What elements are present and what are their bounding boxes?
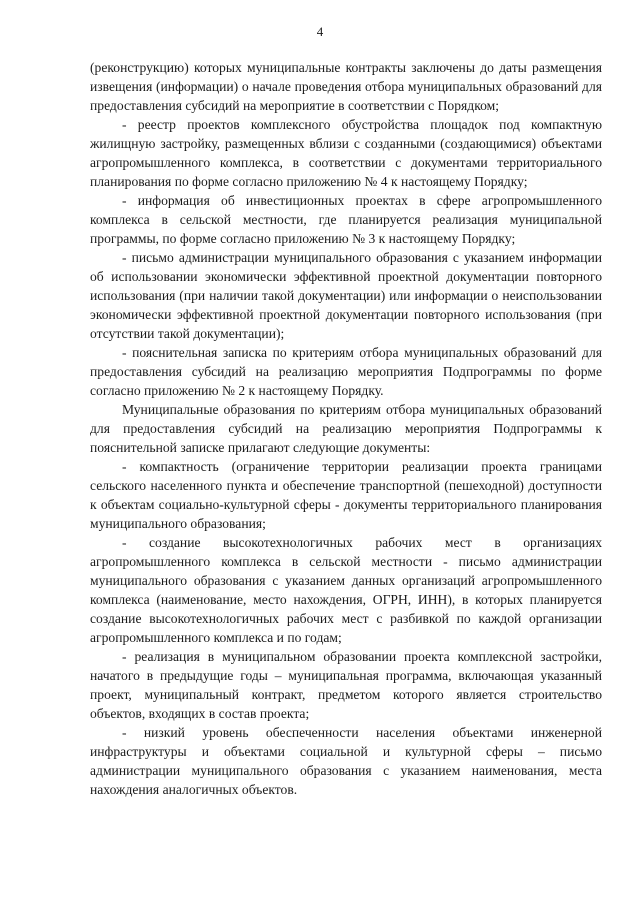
paragraph-high-tech-jobs: - создание высокотехнологичных рабочих мест в организациях агропромышленного комплекса в сельской местности - письмо администрации муниципального образования с указанием данных организаций агропромышленного комплекса (наименование, место нахождения, ОГРН, ИНН), в которых планируется создание высокотехнологичных рабочих мест с разбивкой по каждой организации агропромышленного комплекса и по годам; (90, 535, 602, 645)
paragraph-investment-info: - информация об инвестиционных проектах в сфере агропромышленного комплекса в сельской местности, где планируется реализация муниципальной программы, по форме согласно приложению № 3 к настоящему Порядку; (90, 193, 602, 246)
paragraph-administration-letter: - письмо администрации муниципального образования с указанием информации об использовании экономически эффективной проектной документации повторного использования (при наличии такой документации) или информации о неиспользовании экономически эффективной проектной документации повторного использования (при отсутствии такой документации); (90, 250, 602, 341)
paragraph-low-provision: - низкий уровень обеспеченности населения объектами инженерной инфраструктуры и объектами социальной и культурной сферы – письмо администрации муниципального образования с указанием наименования, места нахождения аналогичных объектов. (90, 725, 602, 797)
paragraph-project-registry: - реестр проектов комплексного обустройства площадок под компактную жилищную застройку, размещенных вблизи с созданными (создающимися) объектами агропромышленного комплекса, в соответствии с документами территориального планирования по форме согласно приложению № 4 к настоящему Порядку; (90, 117, 602, 189)
paragraph-complex-development: - реализация в муниципальном образовании проекта комплексной застройки, начатого в предыдущие годы – муниципальная программа, включающая указанный проект, муниципальный контракт, предметом которого является строительство объектов, входящих в состав проекта; (90, 649, 602, 721)
paragraph-criteria-intro: Муниципальные образования по критериям отбора муниципальных образований для предоставления субсидий на реализацию мероприятия Подпрограммы к пояснительной записке прилагают следующие документы: (90, 402, 602, 455)
document-body (90, 58, 602, 799)
paragraph-explanatory-note: - пояснительная записка по критериям отбора муниципальных образований для предоставления субсидий на реализацию мероприятия Подпрограммы по форме согласно приложению № 2 к настоящему Порядку. (90, 345, 602, 398)
paragraph-continuation: (реконструкцию) которых муниципальные контракты заключены до даты размещения извещения (информации) о начале проведения отбора муниципальных образований для предоставления субсидий на мероприятие в соответствии с Порядком; (90, 60, 602, 113)
paragraph-compactness: - компактность (ограничение территории реализации проекта границами сельского населенного пункта и обеспечение транспортной (пешеходной) доступности к объектам социально-культурной сферы - документы территориального планирования муниципального образования; (90, 459, 602, 531)
page-number: 4 (316, 24, 324, 39)
